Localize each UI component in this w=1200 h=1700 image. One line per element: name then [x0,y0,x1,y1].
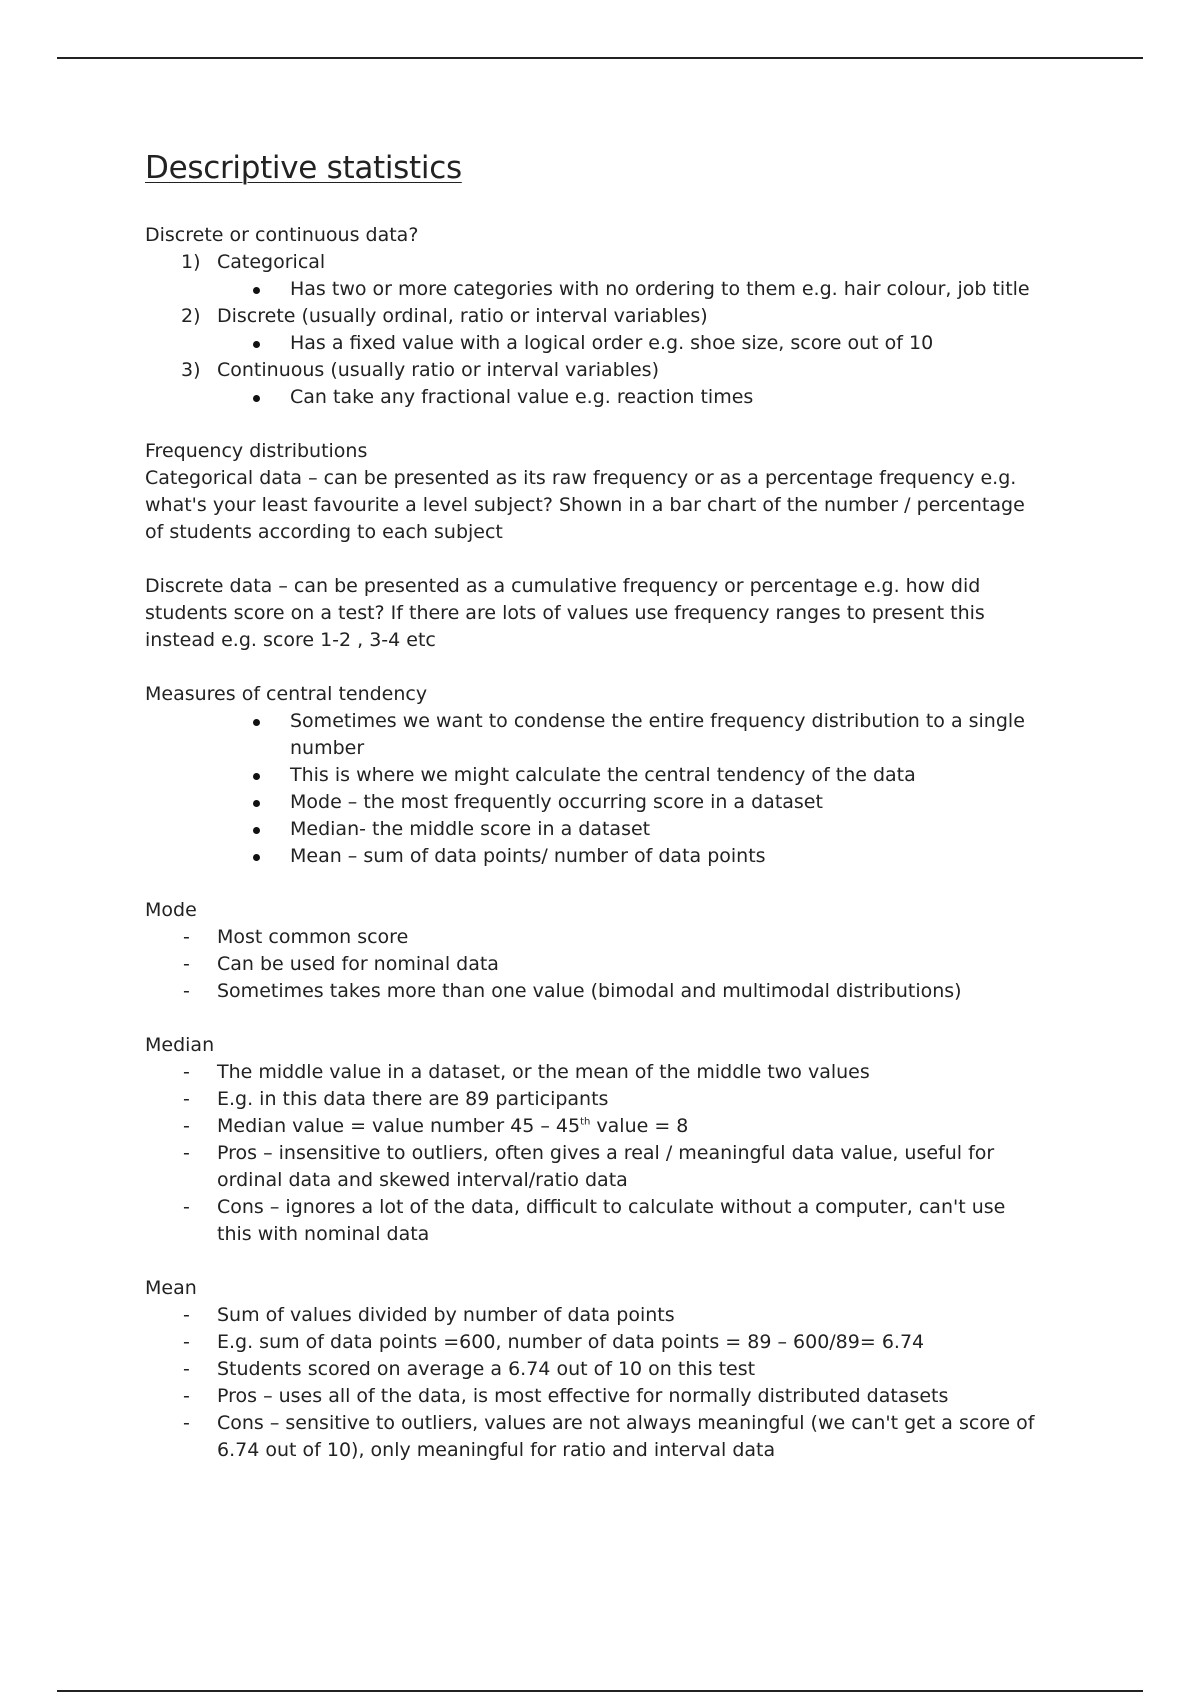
dash-icon: - [183,1115,190,1137]
dash-text: Sum of values divided by number of data points [217,1304,675,1326]
dash-item [145,924,1045,951]
dash-text: Pros – insensitive to outliers, often gives a real / meaningful data value, useful for ordinal data and skewed interval/ratio data [217,1142,995,1191]
dash-item [145,978,1045,1005]
bullet-icon [253,827,260,834]
bullet-icon [253,287,260,294]
dash-item [145,1329,1045,1356]
dash-text: E.g. in this data there are 89 participants [217,1088,609,1110]
bullet-item [145,762,1045,789]
ordinal-suffix: th [580,1116,591,1128]
dash-item [145,1086,1045,1113]
dash-item [145,1302,1045,1329]
dash-item [145,1383,1045,1410]
dash-icon: - [183,926,190,948]
dash-icon: - [183,953,190,975]
bullet-text: Has a fixed value with a logical order e.g. shoe size, score out of 10 [290,332,934,354]
bullet-item [145,843,1045,870]
dash-icon: - [183,1412,190,1434]
item-number: 2) [181,305,201,327]
bullet-item [145,330,1045,357]
dash-text: Sometimes takes more than one value (bimodal and multimodal distributions) [217,980,962,1002]
dash-item [145,951,1045,978]
bullet-icon [253,800,260,807]
dash-icon: - [183,1331,190,1353]
dash-icon: - [183,1061,190,1083]
bullet-text: Median- the middle score in a dataset [290,818,651,840]
bullet-item [145,816,1045,843]
bullet-text: This is where we might calculate the central tendency of the data [290,764,916,786]
numbered-item [145,303,1045,330]
central-tendency-section [145,681,1045,870]
bullet-icon [253,719,260,726]
data-types-heading: Discrete or continuous data? [145,224,419,246]
bullet-item [145,276,1045,303]
spacer [145,411,1045,438]
dash-text: Cons – sensitive to outliers, values are not always meaningful (we can't get a score of 6.74 out of 10), only meaningful for ratio and interval data [217,1412,1035,1461]
bullet-icon [253,341,260,348]
central-heading: Measures of central tendency [145,683,428,705]
spacer [145,1005,1045,1032]
item-number: 1) [181,251,201,273]
bullet-icon [253,854,260,861]
dash-text: E.g. sum of data points =600, number of data points = 89 – 600/89= 6.74 [217,1331,925,1353]
item-label: Discrete (usually ordinal, ratio or interval variables) [217,305,708,327]
dash-item [145,1113,1045,1140]
mode-heading: Mode [145,899,197,921]
spacer [145,546,1045,573]
bullet-text: Mode – the most frequently occurring score in a dataset [290,791,823,813]
bullet-text: Has two or more categories with no ordering to them e.g. hair colour, job title [290,278,1030,300]
data-types-section [145,222,1045,411]
page-title: Descriptive statistics [145,150,462,186]
header-rule [57,57,1143,59]
bullet-text: Sometimes we want to condense the entire frequency distribution to a single number [290,710,1025,759]
dash-text: Can be used for nominal data [217,953,499,975]
item-label: Continuous (usually ratio or interval variables) [217,359,659,381]
dash-item [145,1059,1045,1086]
dash-text: The middle value in a dataset, or the mean of the middle two values [217,1061,870,1083]
dash-text: Pros – uses all of the data, is most effective for normally distributed datasets [217,1385,949,1407]
dash-icon: - [183,1196,190,1218]
numbered-item [145,249,1045,276]
dash-text [217,1115,688,1137]
item-label: Categorical [217,251,326,273]
dash-item [145,1410,1045,1464]
item-number: 3) [181,359,201,381]
discrete-paragraph: Discrete data – can be presented as a cumulative frequency or percentage e.g. how did students score on a test? If there are lots of values use frequency ranges to present this instead e.g. score 1-2 , 3-4 etc [145,575,985,651]
bullet-item [145,384,1045,411]
dash-text: Most common score [217,926,409,948]
frequency-section [145,438,1045,654]
bullet-icon [253,773,260,780]
dash-icon: - [183,1142,190,1164]
dash-text: Cons – ignores a lot of the data, difficult to calculate without a computer, can't use this with nominal data [217,1196,1006,1245]
bullet-item [145,789,1045,816]
categorical-paragraph: Categorical data – can be presented as its raw frequency or as a percentage frequency e.g. what's your least favourite a level subject? Shown in a bar chart of the number / percentage of students according to each subject [145,467,1025,543]
mean-section [145,1275,1045,1464]
frequency-heading: Frequency distributions [145,440,368,462]
median-value-result: value = 8 [590,1115,689,1137]
mean-heading: Mean [145,1277,197,1299]
bullet-icon [253,395,260,402]
median-value-text: Median value = value number 45 – 45 [217,1115,581,1137]
bullet-text: Can take any fractional value e.g. reaction times [290,386,754,408]
bullet-text: Mean – sum of data points/ number of data points [290,845,766,867]
spacer [145,654,1045,681]
dash-text: Students scored on average a 6.74 out of 10 on this test [217,1358,756,1380]
median-section [145,1032,1045,1248]
bullet-item [145,708,1045,762]
dash-item [145,1356,1045,1383]
dash-icon: - [183,1385,190,1407]
dash-icon: - [183,980,190,1002]
mode-section [145,897,1045,1005]
document-body [145,148,1045,1464]
dash-item [145,1194,1045,1248]
footer-rule [57,1690,1143,1692]
dash-icon: - [183,1304,190,1326]
spacer [145,870,1045,897]
dash-item [145,1140,1045,1194]
dash-icon: - [183,1358,190,1380]
median-heading: Median [145,1034,215,1056]
numbered-item [145,357,1045,384]
dash-icon: - [183,1088,190,1110]
spacer [145,1248,1045,1275]
